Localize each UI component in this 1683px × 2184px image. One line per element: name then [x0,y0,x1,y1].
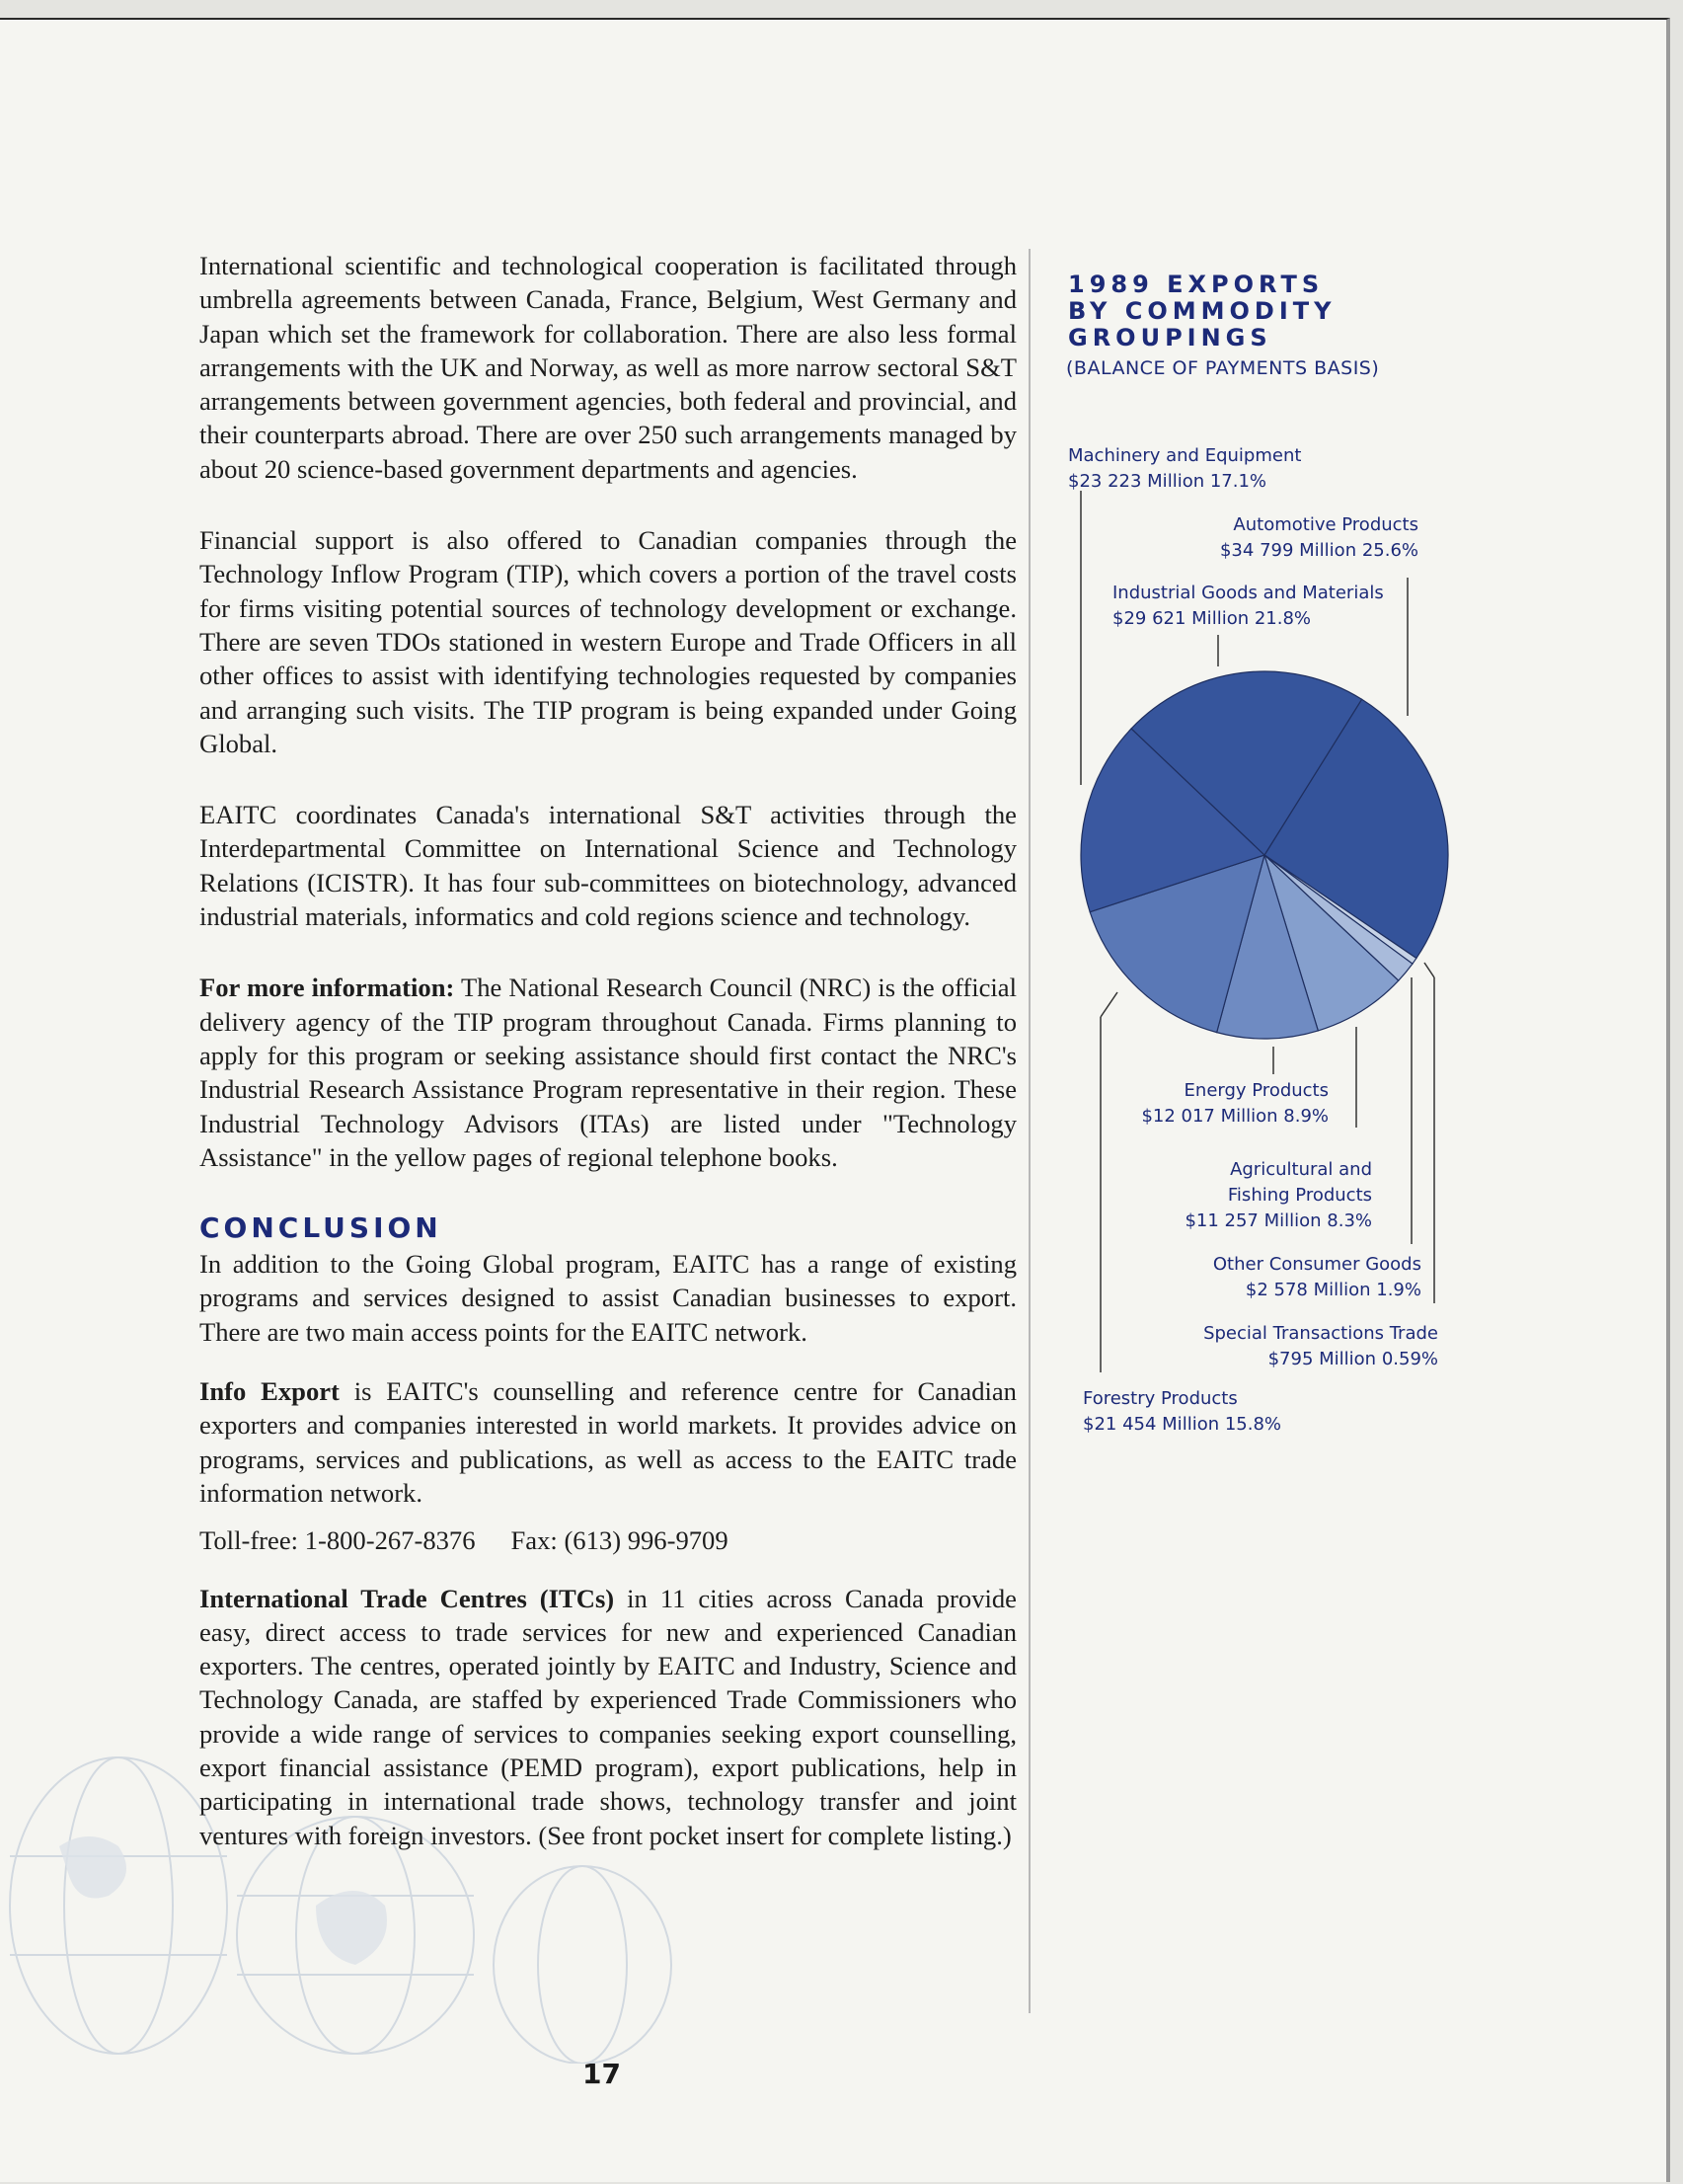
paragraph: Financial support is also offered to Canadian companies through the Technology Inflow Program (TIP), which covers a portion of the travel costs for firms visiting potential sources of technology development or exchange. There are seven TDOs stationed in western Europe and Trade Officers in all other offices to assist with identifying technologies requested by companies and arranging such visits. The TIP program is being expanded under Going Global. [199,525,1017,758]
slice-value-label: $21 454 Million 15.8% [1083,1414,1282,1435]
section-heading: CONCLUSION [199,1211,442,1245]
slice-name-label: Industrial Goods and Materials [1112,583,1384,603]
slice-name-label: Machinery and Equipment [1068,445,1302,466]
chart-title-line: GROUPINGS [1068,324,1272,351]
slice-value-label: $34 799 Million 25.6% [1219,540,1418,561]
paragraph-text: in 11 cities across Canada provide easy, direct access to trade services for new and experienced Canadian exporters. The centres, operated jointly by EAITC and Industry, Science and Technology Canada, are staffed by experienced Trade Commissioners who provide a wide range of services to companies seeking export counselling, export financial assistance (PEMD program), export publications, help in participating in international trade shows, technology transfer and joint ventures with foreign investors. (See front pocket insert for complete listing.) [199,1583,1017,1850]
leader-line [1101,992,1117,1017]
slice-name-label: Energy Products [1184,1080,1329,1101]
page-number: 17 [582,2058,621,2090]
slice-name-label: Other Consumer Goods [1212,1254,1421,1275]
fax-number: Fax: (613) 996-9709 [510,1525,728,1556]
slice-value-label: $29 621 Million 21.8% [1112,608,1312,629]
slice-value-label: $11 257 Million 8.3% [1185,1210,1372,1231]
bold-lead: Info Export [199,1376,340,1407]
slice-value-label: $23 223 Million 17.1% [1068,471,1267,492]
slice-name-label: Fishing Products [1227,1185,1372,1206]
paragraph: In addition to the Going Global program, EAITC has a range of existing programs and services designed to assist Canadian businesses to export. There are two main access points for the EAITC network. [199,1249,1017,1347]
slice-name-label: Agricultural and [1230,1159,1372,1180]
leader-line [1424,963,1434,977]
chart-title-line: BY COMMODITY [1068,297,1337,325]
slice-value-label: $12 017 Million 8.9% [1141,1106,1329,1127]
pie-chart [0,20,1666,2182]
chart-title-line: 1989 EXPORTS [1068,271,1325,298]
bold-lead: International Trade Centres (ITCs) [199,1583,615,1613]
chart-subtitle: (BALANCE OF PAYMENTS BASIS) [1066,357,1380,379]
slice-name-label: Special Transactions Trade [1203,1323,1438,1344]
page [0,18,1670,2182]
paragraph-text: The National Research Council (NRC) is the official delivery agency of the TIP program throughout Canada. Firms planning to apply for this program or seeking assistance should first contact the NRC's Industrial Research Assistance Program representative in their region. These Industrial Technology Advisors (ITAs) are listed under "Technology Assistance" in the yellow pages of regional telephone books. [199,973,1017,1172]
paragraph-text: is EAITC's counselling and reference centre for Canadian exporters and companies interested in world markets. It provides advice on programs, services and publications, as well as access to the EAITC trade information network. [199,1376,1017,1508]
bold-lead: For more information: [199,973,455,1003]
tollfree-number: Toll-free: 1-800-267-8376 [199,1525,476,1556]
slice-name-label: Automotive Products [1233,514,1418,535]
slice-value-label: $2 578 Million 1.9% [1245,1280,1421,1300]
paragraph: EAITC coordinates Canada's international S&T activities through the Interdepartmental Committee on International Science and Technology Relations (ICISTR). It has four sub-committees on biotechnology, advanced industrial materials, informatics and cold regions science and technology. [199,800,1017,932]
slice-value-label: $795 Million 0.59% [1267,1349,1438,1369]
slice-name-label: Forestry Products [1083,1388,1238,1409]
paragraph: International scientific and technological cooperation is facilitated through umbrella agreements between Canada, France, Belgium, West Germany and Japan which set the framework for collaboration. There are also less formal arrangements with the UK and Norway, as well as more narrow sectoral S&T arrangements between government agencies, both federal and provincial, and their counterparts abroad. There are over 250 such arrangements managed by about 20 science-based government departments and agencies. [199,251,1017,484]
